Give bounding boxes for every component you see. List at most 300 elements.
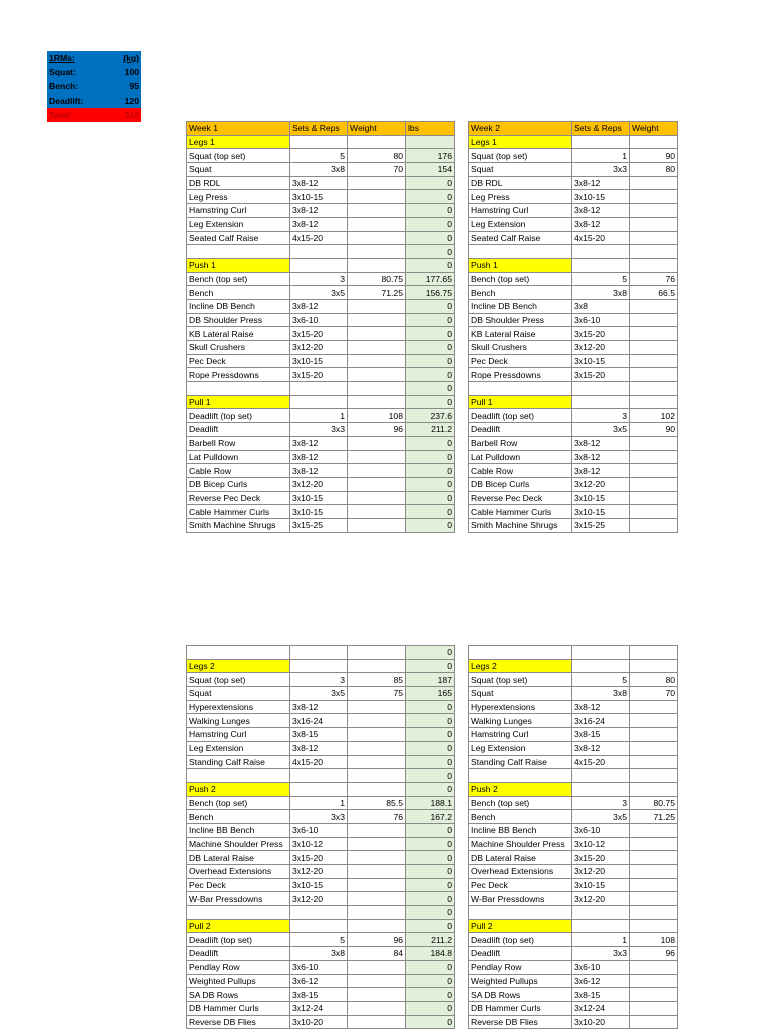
weight-cell[interactable]: [348, 382, 406, 396]
exercise-cell[interactable]: Reverse Pec Deck: [469, 491, 572, 505]
lbs-cell[interactable]: 0: [406, 518, 455, 532]
exercise-cell[interactable]: Hyperextensions: [187, 700, 290, 714]
sets-reps-cell[interactable]: 3x6-10: [572, 960, 630, 974]
sets-reps-cell[interactable]: [572, 919, 630, 933]
weight-cell[interactable]: [348, 755, 406, 769]
exercise-cell[interactable]: Leg Press: [469, 190, 572, 204]
exercise-cell[interactable]: Leg Extension: [469, 741, 572, 755]
rm-unit[interactable]: (kg): [105, 51, 141, 65]
exercise-cell[interactable]: DB Bicep Curls: [469, 477, 572, 491]
weight-cell[interactable]: [630, 477, 678, 491]
weight-cell[interactable]: [348, 782, 406, 796]
exercise-cell[interactable]: Reverse Pec Deck: [187, 491, 290, 505]
weight-cell[interactable]: [348, 919, 406, 933]
lbs-cell[interactable]: 0: [406, 700, 455, 714]
exercise-cell[interactable]: Pull 1: [187, 395, 290, 409]
lbs-cell[interactable]: 154: [406, 163, 455, 177]
sets-reps-cell[interactable]: 3x8-12: [572, 436, 630, 450]
weight-cell[interactable]: 85.5: [348, 796, 406, 810]
rm-value[interactable]: 120: [105, 94, 141, 108]
weight-cell[interactable]: [630, 368, 678, 382]
sets-reps-cell[interactable]: 3x15-25: [572, 518, 630, 532]
weight-cell[interactable]: [348, 258, 406, 272]
sets-reps-cell[interactable]: 3x8-12: [290, 299, 348, 313]
exercise-cell[interactable]: Hamstring Curl: [187, 204, 290, 218]
sets-reps-cell[interactable]: 3x15-20: [290, 368, 348, 382]
exercise-cell[interactable]: Bench: [469, 286, 572, 300]
lbs-cell[interactable]: 0: [406, 878, 455, 892]
weight-cell[interactable]: [630, 878, 678, 892]
exercise-cell[interactable]: Pull 2: [187, 919, 290, 933]
lbs-cell[interactable]: 211.2: [406, 933, 455, 947]
lbs-cell[interactable]: 0: [406, 1001, 455, 1015]
rm-total-label[interactable]: Total:: [47, 108, 105, 122]
sets-reps-cell[interactable]: 3x15-20: [572, 368, 630, 382]
exercise-cell[interactable]: Squat: [187, 687, 290, 701]
exercise-cell[interactable]: Seated Calf Raise: [187, 231, 290, 245]
sets-reps-cell[interactable]: [572, 258, 630, 272]
sets-reps-cell[interactable]: 3x10-15: [572, 878, 630, 892]
exercise-cell[interactable]: Push 2: [187, 782, 290, 796]
sets-reps-cell[interactable]: 3x8-12: [290, 700, 348, 714]
weight-cell[interactable]: [348, 700, 406, 714]
exercise-cell[interactable]: Deadlift: [187, 423, 290, 437]
exercise-cell[interactable]: DB Bicep Curls: [187, 477, 290, 491]
header-week[interactable]: Week 1: [187, 122, 290, 136]
sets-reps-cell[interactable]: 3x6-10: [290, 313, 348, 327]
exercise-cell[interactable]: [187, 382, 290, 396]
exercise-cell[interactable]: Bench: [469, 810, 572, 824]
lbs-cell[interactable]: 211.2: [406, 423, 455, 437]
weight-cell[interactable]: [348, 646, 406, 660]
exercise-cell[interactable]: Smith Machine Shrugs: [469, 518, 572, 532]
sets-reps-cell[interactable]: [290, 646, 348, 660]
weight-cell[interactable]: [630, 865, 678, 879]
exercise-cell[interactable]: Incline BB Bench: [469, 823, 572, 837]
header-weight[interactable]: Weight: [348, 122, 406, 136]
header-sets-reps[interactable]: Sets & Reps: [290, 122, 348, 136]
exercise-cell[interactable]: Incline BB Bench: [187, 823, 290, 837]
lbs-cell[interactable]: 0: [406, 505, 455, 519]
weight-cell[interactable]: 70: [630, 687, 678, 701]
lbs-cell[interactable]: 0: [406, 327, 455, 341]
exercise-cell[interactable]: Squat (top set): [469, 149, 572, 163]
weight-cell[interactable]: 108: [348, 409, 406, 423]
exercise-cell[interactable]: Push 1: [469, 258, 572, 272]
weight-cell[interactable]: 80.75: [630, 796, 678, 810]
weight-cell[interactable]: [630, 851, 678, 865]
weight-cell[interactable]: 80: [630, 163, 678, 177]
exercise-cell[interactable]: Walking Lunges: [469, 714, 572, 728]
sets-reps-cell[interactable]: [572, 906, 630, 920]
exercise-cell[interactable]: DB Shoulder Press: [187, 313, 290, 327]
weight-cell[interactable]: [348, 354, 406, 368]
sets-reps-cell[interactable]: 3x12-20: [572, 865, 630, 879]
sets-reps-cell[interactable]: 3x8-15: [290, 988, 348, 1002]
weight-cell[interactable]: [630, 974, 678, 988]
rm-label[interactable]: Squat:: [47, 65, 105, 79]
sets-reps-cell[interactable]: 3x12-20: [572, 892, 630, 906]
lbs-cell[interactable]: 0: [406, 313, 455, 327]
exercise-cell[interactable]: Standing Calf Raise: [187, 755, 290, 769]
exercise-cell[interactable]: Weighted Pullups: [187, 974, 290, 988]
exercise-cell[interactable]: Overhead Extensions: [187, 865, 290, 879]
weight-cell[interactable]: 90: [630, 423, 678, 437]
weight-cell[interactable]: [630, 217, 678, 231]
weight-cell[interactable]: [630, 646, 678, 660]
sets-reps-cell[interactable]: 3x12-20: [290, 477, 348, 491]
lbs-cell[interactable]: 0: [406, 204, 455, 218]
exercise-cell[interactable]: [469, 769, 572, 783]
lbs-cell[interactable]: 0: [406, 782, 455, 796]
header-lbs[interactable]: lbs: [406, 122, 455, 136]
exercise-cell[interactable]: Deadlift: [187, 947, 290, 961]
lbs-cell[interactable]: 0: [406, 974, 455, 988]
sets-reps-cell[interactable]: 3x10-20: [290, 1015, 348, 1029]
exercise-cell[interactable]: Legs 2: [469, 659, 572, 673]
sets-reps-cell[interactable]: 3x6-10: [572, 823, 630, 837]
sets-reps-cell[interactable]: 3x8: [290, 163, 348, 177]
sets-reps-cell[interactable]: 4x15-20: [572, 231, 630, 245]
exercise-cell[interactable]: Bench (top set): [469, 272, 572, 286]
exercise-cell[interactable]: Squat (top set): [187, 673, 290, 687]
exercise-cell[interactable]: Pec Deck: [469, 354, 572, 368]
lbs-cell[interactable]: 0: [406, 354, 455, 368]
exercise-cell[interactable]: Reverse DB Flies: [187, 1015, 290, 1029]
weight-cell[interactable]: [630, 505, 678, 519]
sets-reps-cell[interactable]: [572, 782, 630, 796]
weight-cell[interactable]: [630, 395, 678, 409]
exercise-cell[interactable]: Pendlay Row: [187, 960, 290, 974]
exercise-cell[interactable]: Deadlift (top set): [187, 409, 290, 423]
exercise-cell[interactable]: Hamstring Curl: [469, 204, 572, 218]
weight-cell[interactable]: 76: [348, 810, 406, 824]
weight-cell[interactable]: [630, 823, 678, 837]
weight-cell[interactable]: [630, 741, 678, 755]
sets-reps-cell[interactable]: 3x16-24: [572, 714, 630, 728]
sets-reps-cell[interactable]: 3x12-20: [290, 892, 348, 906]
exercise-cell[interactable]: Squat: [469, 163, 572, 177]
sets-reps-cell[interactable]: 3x15-20: [572, 851, 630, 865]
exercise-cell[interactable]: [187, 906, 290, 920]
exercise-cell[interactable]: Hyperextensions: [469, 700, 572, 714]
exercise-cell[interactable]: Squat (top set): [187, 149, 290, 163]
weight-cell[interactable]: 84: [348, 947, 406, 961]
sets-reps-cell[interactable]: 3x8-12: [290, 741, 348, 755]
sets-reps-cell[interactable]: 3x10-15: [290, 354, 348, 368]
sets-reps-cell[interactable]: 5: [290, 933, 348, 947]
lbs-cell[interactable]: 0: [406, 728, 455, 742]
exercise-cell[interactable]: Walking Lunges: [187, 714, 290, 728]
sets-reps-cell[interactable]: 3x16-24: [290, 714, 348, 728]
weight-cell[interactable]: [630, 782, 678, 796]
weight-cell[interactable]: 66.5: [630, 286, 678, 300]
sets-reps-cell[interactable]: 3x10-15: [572, 491, 630, 505]
weight-cell[interactable]: [348, 865, 406, 879]
sets-reps-cell[interactable]: 3x8-12: [572, 176, 630, 190]
weight-cell[interactable]: [630, 659, 678, 673]
sets-reps-cell[interactable]: 3x12-24: [572, 1001, 630, 1015]
lbs-cell[interactable]: 0: [406, 823, 455, 837]
exercise-cell[interactable]: Squat: [187, 163, 290, 177]
sets-reps-cell[interactable]: 3x3: [290, 810, 348, 824]
sets-reps-cell[interactable]: [572, 382, 630, 396]
exercise-cell[interactable]: Reverse DB Flies: [469, 1015, 572, 1029]
sets-reps-cell[interactable]: 3x12-20: [572, 477, 630, 491]
exercise-cell[interactable]: Push 1: [187, 258, 290, 272]
lbs-cell[interactable]: 167.2: [406, 810, 455, 824]
weight-cell[interactable]: [630, 755, 678, 769]
exercise-cell[interactable]: Bench: [187, 810, 290, 824]
exercise-cell[interactable]: Legs 2: [187, 659, 290, 673]
exercise-cell[interactable]: [187, 245, 290, 259]
weight-cell[interactable]: [348, 892, 406, 906]
lbs-cell[interactable]: 0: [406, 450, 455, 464]
exercise-cell[interactable]: Lat Pulldown: [187, 450, 290, 464]
lbs-cell[interactable]: 176: [406, 149, 455, 163]
sets-reps-cell[interactable]: 4x15-20: [290, 755, 348, 769]
exercise-cell[interactable]: Rope Pressdowns: [469, 368, 572, 382]
weight-cell[interactable]: [348, 714, 406, 728]
weight-cell[interactable]: [348, 505, 406, 519]
sets-reps-cell[interactable]: [290, 245, 348, 259]
weight-cell[interactable]: [630, 135, 678, 149]
exercise-cell[interactable]: Leg Extension: [187, 217, 290, 231]
exercise-cell[interactable]: Leg Extension: [187, 741, 290, 755]
rm-label[interactable]: Deadlift:: [47, 94, 105, 108]
lbs-cell[interactable]: 0: [406, 245, 455, 259]
sets-reps-cell[interactable]: 3x8-12: [572, 217, 630, 231]
lbs-cell[interactable]: 0: [406, 231, 455, 245]
weight-cell[interactable]: [348, 837, 406, 851]
sets-reps-cell[interactable]: 3: [572, 409, 630, 423]
weight-cell[interactable]: [348, 491, 406, 505]
weight-cell[interactable]: [348, 1001, 406, 1015]
exercise-cell[interactable]: Pendlay Row: [469, 960, 572, 974]
lbs-cell[interactable]: 0: [406, 491, 455, 505]
exercise-cell[interactable]: Bench: [187, 286, 290, 300]
sets-reps-cell[interactable]: 3x8-12: [290, 450, 348, 464]
weight-cell[interactable]: [630, 837, 678, 851]
exercise-cell[interactable]: [187, 646, 290, 660]
sets-reps-cell[interactable]: 3: [290, 272, 348, 286]
sets-reps-cell[interactable]: 1: [290, 796, 348, 810]
sets-reps-cell[interactable]: 3x8-12: [290, 217, 348, 231]
exercise-cell[interactable]: Pull 2: [469, 919, 572, 933]
sets-reps-cell[interactable]: 1: [572, 149, 630, 163]
lbs-cell[interactable]: 0: [406, 837, 455, 851]
sets-reps-cell[interactable]: 1: [290, 409, 348, 423]
lbs-cell[interactable]: 0: [406, 395, 455, 409]
exercise-cell[interactable]: DB RDL: [187, 176, 290, 190]
sets-reps-cell[interactable]: [572, 646, 630, 660]
lbs-cell[interactable]: 0: [406, 190, 455, 204]
rm-value[interactable]: 95: [105, 79, 141, 93]
lbs-cell[interactable]: 0: [406, 892, 455, 906]
lbs-cell[interactable]: 0: [406, 368, 455, 382]
weight-cell[interactable]: [630, 450, 678, 464]
exercise-cell[interactable]: SA DB Rows: [187, 988, 290, 1002]
sets-reps-cell[interactable]: 3: [572, 796, 630, 810]
weight-cell[interactable]: [348, 204, 406, 218]
weight-cell[interactable]: [348, 395, 406, 409]
sets-reps-cell[interactable]: 3x5: [290, 687, 348, 701]
exercise-cell[interactable]: Machine Shoulder Press: [469, 837, 572, 851]
weight-cell[interactable]: [348, 823, 406, 837]
sets-reps-cell[interactable]: 3x8-12: [290, 204, 348, 218]
sets-reps-cell[interactable]: 3x3: [572, 163, 630, 177]
lbs-cell[interactable]: 156.75: [406, 286, 455, 300]
lbs-cell[interactable]: 0: [406, 436, 455, 450]
weight-cell[interactable]: [348, 988, 406, 1002]
lbs-cell[interactable]: 0: [406, 299, 455, 313]
exercise-cell[interactable]: Legs 1: [469, 135, 572, 149]
rm-total-value[interactable]: 315: [105, 108, 141, 122]
weight-cell[interactable]: [630, 327, 678, 341]
weight-cell[interactable]: [630, 960, 678, 974]
lbs-cell[interactable]: 187: [406, 673, 455, 687]
exercise-cell[interactable]: DB Hammer Curls: [469, 1001, 572, 1015]
exercise-cell[interactable]: DB Lateral Raise: [469, 851, 572, 865]
lbs-cell[interactable]: 0: [406, 477, 455, 491]
weight-cell[interactable]: [348, 231, 406, 245]
weight-cell[interactable]: 102: [630, 409, 678, 423]
exercise-cell[interactable]: Push 2: [469, 782, 572, 796]
exercise-cell[interactable]: Hamstring Curl: [187, 728, 290, 742]
exercise-cell[interactable]: Hamstring Curl: [469, 728, 572, 742]
sets-reps-cell[interactable]: 3x12-20: [290, 341, 348, 355]
rm-title[interactable]: 1RMs:: [47, 51, 105, 65]
weight-cell[interactable]: [348, 906, 406, 920]
weight-cell[interactable]: [348, 477, 406, 491]
exercise-cell[interactable]: SA DB Rows: [469, 988, 572, 1002]
exercise-cell[interactable]: Cable Row: [187, 464, 290, 478]
lbs-cell[interactable]: 0: [406, 769, 455, 783]
exercise-cell[interactable]: Bench (top set): [187, 796, 290, 810]
exercise-cell[interactable]: Cable Hammer Curls: [469, 505, 572, 519]
sets-reps-cell[interactable]: [572, 245, 630, 259]
exercise-cell[interactable]: Weighted Pullups: [469, 974, 572, 988]
weight-cell[interactable]: [348, 245, 406, 259]
weight-cell[interactable]: [630, 988, 678, 1002]
sets-reps-cell[interactable]: 3x10-12: [290, 837, 348, 851]
sets-reps-cell[interactable]: 3x8-12: [290, 464, 348, 478]
exercise-cell[interactable]: [187, 769, 290, 783]
lbs-cell[interactable]: 0: [406, 176, 455, 190]
weight-cell[interactable]: [630, 700, 678, 714]
exercise-cell[interactable]: W-Bar Pressdowns: [187, 892, 290, 906]
exercise-cell[interactable]: DB Shoulder Press: [469, 313, 572, 327]
sets-reps-cell[interactable]: 3x8-12: [290, 176, 348, 190]
exercise-cell[interactable]: Barbell Row: [187, 436, 290, 450]
weight-cell[interactable]: [630, 1001, 678, 1015]
sets-reps-cell[interactable]: 3x8-15: [572, 988, 630, 1002]
sets-reps-cell[interactable]: 3: [290, 673, 348, 687]
weight-cell[interactable]: [348, 299, 406, 313]
exercise-cell[interactable]: Lat Pulldown: [469, 450, 572, 464]
weight-cell[interactable]: [630, 382, 678, 396]
lbs-cell[interactable]: 0: [406, 659, 455, 673]
weight-cell[interactable]: 71.25: [630, 810, 678, 824]
exercise-cell[interactable]: Deadlift (top set): [187, 933, 290, 947]
sets-reps-cell[interactable]: 3x12-20: [572, 341, 630, 355]
sets-reps-cell[interactable]: 3x3: [290, 423, 348, 437]
weight-cell[interactable]: [630, 518, 678, 532]
sets-reps-cell[interactable]: 3x10-15: [572, 505, 630, 519]
sets-reps-cell[interactable]: 3x6-10: [290, 823, 348, 837]
weight-cell[interactable]: [630, 769, 678, 783]
weight-cell[interactable]: [348, 135, 406, 149]
sets-reps-cell[interactable]: 3x12-20: [290, 865, 348, 879]
exercise-cell[interactable]: Bench (top set): [187, 272, 290, 286]
weight-cell[interactable]: [348, 313, 406, 327]
exercise-cell[interactable]: [469, 245, 572, 259]
sets-reps-cell[interactable]: 3x10-15: [290, 190, 348, 204]
sets-reps-cell[interactable]: 3x6-10: [572, 313, 630, 327]
header-sets-reps[interactable]: Sets & Reps: [572, 122, 630, 136]
sets-reps-cell[interactable]: 3x10-15: [572, 190, 630, 204]
sets-reps-cell[interactable]: 3x15-20: [290, 851, 348, 865]
sets-reps-cell[interactable]: [290, 659, 348, 673]
weight-cell[interactable]: 85: [348, 673, 406, 687]
lbs-cell[interactable]: 0: [406, 714, 455, 728]
exercise-cell[interactable]: Incline DB Bench: [469, 299, 572, 313]
exercise-cell[interactable]: Cable Hammer Curls: [187, 505, 290, 519]
sets-reps-cell[interactable]: 5: [572, 272, 630, 286]
sets-reps-cell[interactable]: 4x15-20: [572, 755, 630, 769]
sets-reps-cell[interactable]: 5: [290, 149, 348, 163]
sets-reps-cell[interactable]: [290, 782, 348, 796]
weight-cell[interactable]: [630, 354, 678, 368]
exercise-cell[interactable]: Standing Calf Raise: [469, 755, 572, 769]
sets-reps-cell[interactable]: [290, 382, 348, 396]
weight-cell[interactable]: 71.25: [348, 286, 406, 300]
weight-cell[interactable]: [348, 659, 406, 673]
sets-reps-cell[interactable]: 3x6-12: [572, 974, 630, 988]
lbs-cell[interactable]: 165: [406, 687, 455, 701]
lbs-cell[interactable]: 177.65: [406, 272, 455, 286]
weight-cell[interactable]: [348, 450, 406, 464]
sets-reps-cell[interactable]: 3x10-15: [290, 491, 348, 505]
exercise-cell[interactable]: Smith Machine Shrugs: [187, 518, 290, 532]
weight-cell[interactable]: [348, 1015, 406, 1029]
sets-reps-cell[interactable]: 3x8: [290, 947, 348, 961]
exercise-cell[interactable]: [469, 382, 572, 396]
weight-cell[interactable]: [630, 919, 678, 933]
weight-cell[interactable]: 96: [348, 423, 406, 437]
weight-cell[interactable]: 80.75: [348, 272, 406, 286]
exercise-cell[interactable]: Rope Pressdowns: [187, 368, 290, 382]
lbs-cell[interactable]: 0: [406, 217, 455, 231]
lbs-cell[interactable]: 0: [406, 865, 455, 879]
weight-cell[interactable]: [348, 960, 406, 974]
exercise-cell[interactable]: Bench (top set): [469, 796, 572, 810]
weight-cell[interactable]: [630, 176, 678, 190]
sets-reps-cell[interactable]: 3x8-12: [572, 741, 630, 755]
weight-cell[interactable]: [630, 436, 678, 450]
sets-reps-cell[interactable]: 3x5: [572, 423, 630, 437]
weight-cell[interactable]: [630, 313, 678, 327]
exercise-cell[interactable]: Deadlift (top set): [469, 409, 572, 423]
sets-reps-cell[interactable]: 3x15-20: [290, 327, 348, 341]
sets-reps-cell[interactable]: 3x6-12: [290, 974, 348, 988]
weight-cell[interactable]: [348, 769, 406, 783]
weight-cell[interactable]: 96: [630, 947, 678, 961]
weight-cell[interactable]: [630, 190, 678, 204]
sets-reps-cell[interactable]: 3x5: [290, 286, 348, 300]
sets-reps-cell[interactable]: 5: [572, 673, 630, 687]
weight-cell[interactable]: [630, 1015, 678, 1029]
